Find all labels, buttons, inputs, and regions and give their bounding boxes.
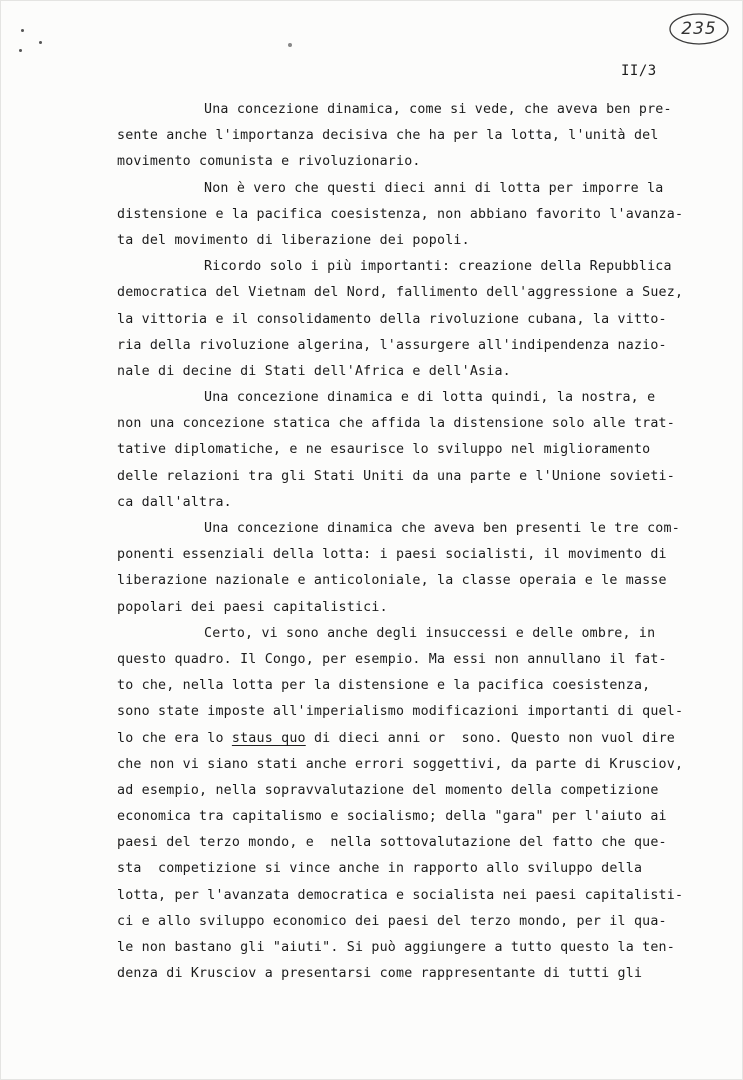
text-line: sta competizione si vince anche in rapporto allo sviluppo della — [117, 861, 643, 877]
text-line: paesi del terzo mondo, e nella sottovalutazione del fatto che que- — [117, 835, 667, 851]
text-line: tative diplomatiche, e ne esaurisce lo sviluppo nel miglioramento — [117, 442, 651, 458]
document-body — [117, 97, 729, 987]
text-line: sono state imposte all'imperialismo modificazioni importanti di quel- — [117, 704, 684, 720]
text-line: delle relazioni tra gli Stati Uniti da una parte e l'Unione sovieti- — [117, 468, 675, 484]
paragraph — [117, 621, 729, 988]
text-line: distensione e la pacifica coesistenza, non abbiano favorito l'avanza- — [117, 206, 684, 222]
text-line: lotta, per l'avanzata democratica e socialista nei paesi capitalisti- — [117, 887, 684, 903]
text-line: popolari dei paesi capitalistici. — [117, 599, 388, 615]
text-line: ta del movimento di liberazione dei popoli. — [117, 232, 470, 248]
text-line: ponenti essenziali della lotta: i paesi socialisti, il movimento di — [117, 547, 667, 563]
text-line: lo che era lo staus quo di dieci anni or sono. Questo non vuol dire — [117, 730, 675, 746]
text-line: denza di Krusciov a presentarsi come rappresentante di tutti gli — [117, 966, 643, 982]
text-line: Una concezione dinamica, come si vede, che aveva ben pre- — [204, 102, 672, 117]
text-line: ci e allo sviluppo economico dei paesi del terzo mondo, per il qua- — [117, 913, 667, 929]
text-line: ca dall'altra. — [117, 494, 232, 510]
text-line: non una concezione statica che affida la distensione solo alle trat- — [117, 416, 675, 432]
text-line: questo quadro. Il Congo, per esempio. Ma essi non annullano il fat- — [117, 651, 667, 667]
paragraph — [117, 254, 729, 385]
archive-number-stamp — [668, 12, 730, 46]
paragraph — [117, 516, 729, 621]
stray-mark — [288, 43, 292, 47]
page-label: II/3 — [621, 63, 657, 79]
text-line: democratica del Vietnam del Nord, fallimento dell'aggressione a Suez, — [117, 285, 684, 301]
text-line: Certo, vi sono anche degli insuccessi e delle ombre, in — [204, 625, 656, 641]
paragraph — [117, 97, 729, 176]
corner-marks — [15, 25, 55, 55]
text-line: sente anche l'importanza decisiva che ha per la lotta, l'unità del — [117, 128, 659, 144]
text-line: movimento comunista e rivoluzionario. — [117, 154, 421, 170]
text-line: Una concezione dinamica e di lotta quindi, la nostra, e — [204, 390, 656, 406]
text-line: Ricordo solo i più importanti: creazione della Repubblica — [204, 259, 672, 275]
text-line: economica tra capitalismo e socialismo; della "gara" per l'aiuto ai — [117, 809, 667, 825]
text-line: liberazione nazionale e anticoloniale, la classe operaia e le masse — [117, 573, 667, 589]
text-line: Non è vero che questi dieci anni di lotta per imporre la — [204, 180, 664, 196]
text-line: nale di decine di Stati dell'Africa e dell'Asia. — [117, 363, 511, 379]
text-line: la vittoria e il consolidamento della rivoluzione cubana, la vitto- — [117, 311, 667, 327]
text-line: ad esempio, nella sopravvalutazione del momento della competizione — [117, 782, 659, 798]
paragraph — [117, 176, 729, 255]
underlined-text: staus quo — [231, 730, 306, 746]
text-line: to che, nella lotta per la distensione e la pacifica coesistenza, — [117, 678, 651, 694]
text-line: le non bastano gli "aiuti". Si può aggiungere a tutto questo la ten- — [117, 940, 675, 955]
text-line: Una concezione dinamica che aveva ben presenti le tre com- — [204, 521, 680, 536]
text-line: che non vi siano stati anche errori soggettivi, da parte di Krusciov, — [117, 756, 684, 772]
text-line: ria della rivoluzione algerina, l'assurgere all'indipendenza nazio- — [117, 337, 667, 353]
stamp-number: 235 — [681, 19, 717, 39]
paragraph — [117, 385, 729, 516]
